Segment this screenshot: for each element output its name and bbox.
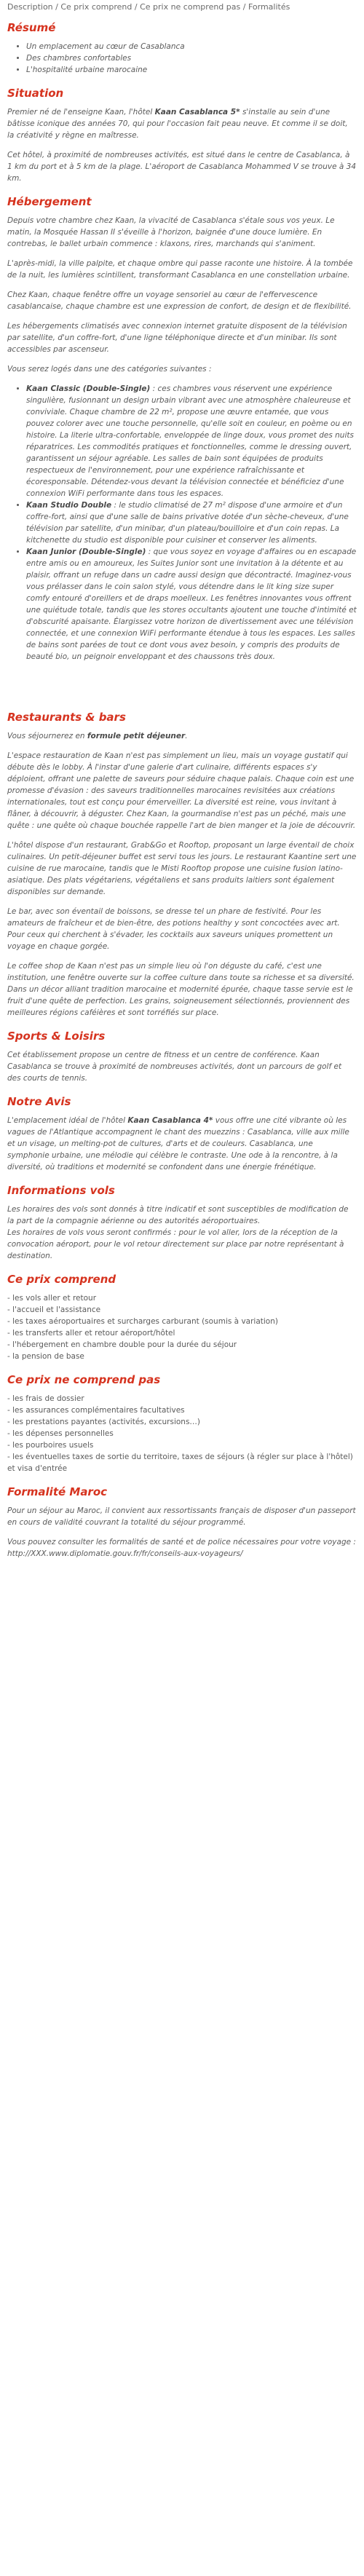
- room-item-studio: • Kaan Studio Double : le studio climatisé de 27 m² dispose d'une armoire et d'un coffre-fort, ainsi que d'une salle de bains privative dotée d'un sèche-cheveux, d'une télévision par satellite, d'un minibar, d'un plateau/bouilloire et d'un coin repas. La kitchenette du studio est disponible pour cuisiner et conserver les aliments.: [26, 499, 357, 546]
- vols-paragraph: Les horaires des vols sont donnés à titre indicatif et sont susceptibles de modification de la part de la compagnie aérienne ou des autorités aéroportuaires. Les horaires de vols vous seront confirmés : pour le vol aller, lors de la réception de la convocation aéroport, pour le vol retour directement sur place par notre représentant à destination.: [7, 1205, 349, 1260]
- list-item: - l'hébergement en chambre double pour la durée du séjour: [7, 1340, 237, 1349]
- room-item-classic: • Kaan Classic (Double-Single) : ces chambres vous réservent une expérience singulière, fusionnant un design urbain vibrant avec une atmosphère chaleureuse et conviviale. Chaque chambre de 22 m², propose une œuvre entamée, que vous pouvez colorer avec une touche personnelle, qu'elle soit en couleur, en poème ou en histoire. La literie ultra-confortable, enveloppée de linge doux, vous promet des nuits réparatrices. Les commodités pratiques et fonctionnelles, comme le dressing ouvert, garantissent un séjour agréable. Les salles de bain sont équipées de produits respectueux de l'environnement, pour une expérience rafraîchissante et écoresponsable. Détendez-vous devant la télévision connectée et bénéficiez d'une connexion WiFi performante dans tous les espaces.: [26, 383, 357, 499]
- tab-ce-prix-ne-comprend-pas[interactable]: Ce prix ne comprend pas: [140, 2, 241, 12]
- situation-paragraph: Premier né de l'enseigne Kaan, l'hôtel Kaan Casablanca 5* s'installe au sein d'une bâtisse iconique des années 70, qui pour l'occasion fait peau neuve. Et comme il se doit, la créativité y règne en maîtresse.: [7, 108, 348, 140]
- ne-comprend-list: [7, 1393, 357, 1474]
- resume-item: • Un emplacement au cœur de Casablanca: [26, 41, 357, 52]
- restaurants-title: Restaurants & bars: [7, 711, 126, 724]
- sports-paragraph: Cet établissement propose un centre de fitness et un centre de conférence. Kaan Casablanca se trouve à proximité de nombreuses activités, dont un parcours de golf et des courts de tennis.: [7, 1051, 342, 1083]
- hebergement-paragraph: Vous serez logés dans une des catégories suivantes :: [7, 365, 212, 374]
- resume-item: • L'hospitalité urbaine marocaine: [26, 64, 357, 76]
- ne-comprend-title: Ce prix ne comprend pas: [7, 1373, 161, 1386]
- hebergement-paragraph: Chez Kaan, chaque fenêtre offre un voyage sensoriel au cœur de l'effervescence casablancaise, chaque chambre est une expression de confort, de design et de flexibilité.: [7, 291, 352, 311]
- list-item: - l'accueil et l'assistance: [7, 1305, 101, 1314]
- list-item: - les prestations payantes (activités, excursions…): [7, 1418, 201, 1426]
- tab-description[interactable]: Description: [7, 2, 53, 12]
- restaurants-paragraph: Le bar, avec son éventail de boissons, se dresse tel un phare de festivité. Pour les amateurs de fraîcheur et de bien-être, des potions healthy y sont concoctées avec art. Pour ceux qui cherchent à s'évader, les cocktails aux saveurs uniques promettent un voyage en chaque gorgée.: [7, 907, 340, 951]
- tab-bar: Description / Ce prix comprend / Ce prix ne comprend pas / Formalités: [7, 2, 290, 12]
- list-item: - les assurances complémentaires facultatives: [7, 1406, 185, 1415]
- formalite-title: Formalité Maroc: [7, 1485, 108, 1498]
- resume-item: • Des chambres confortables: [26, 52, 357, 64]
- room-list: [7, 383, 357, 663]
- list-item: - les dépenses personnelles: [7, 1429, 114, 1438]
- hebergement-paragraph: Depuis votre chambre chez Kaan, la vivacité de Casablanca s'étale sous vos yeux. Le matin, la Mosquée Hassan II s'éveille à l'horizon, baignée d'une douce lumière. En contrebas, le ballet urbain commence : klaxons, rires, marchands qui s'animent.: [7, 216, 335, 248]
- tab-ce-prix-comprend[interactable]: Ce prix comprend: [60, 2, 132, 12]
- resume-title: Résumé: [7, 21, 56, 34]
- hebergement-title: Hébergement: [7, 195, 92, 208]
- list-item: - les frais de dossier: [7, 1394, 84, 1403]
- formalite-paragraph: Vous pouvez consulter les formalités de santé et de police nécessaires pour votre voyage : http://XXX.www.diplomatie.gouv.fr/fr/conseils-aux-voyageurs/: [7, 1538, 356, 1558]
- restaurants-paragraph: L'espace restauration de Kaan n'est pas simplement un lieu, mais un voyage gustatif qui débute dès le lobby. À l'instar d'une galerie d'art culinaire, différents espaces s'y déploient, offrant une palette de saveurs pour séduire chaque palais. Chaque coin est une promesse d'évasion : des saveurs traditionnelles marocaines revisitées aux créations internationales, tout est conçu pour émerveiller. La diversité est reine, vous invitant à flâner, à découvrir, à déguster. Chez Kaan, la gourmandise n'est pas un péché, mais une quête : une quête où chaque bouchée rappelle l'art de bien manger et la joie de découvrir.: [7, 751, 356, 830]
- situation-title: Situation: [7, 87, 64, 100]
- restaurants-paragraph: Le coffee shop de Kaan n'est pas un simple lieu où l'on déguste du café, c'est une institution, une fenêtre ouverte sur la coffee culture dans toute sa richesse et sa diversité. Dans un décor alliant tradition marocaine et modernité épurée, chaque tasse servie est le fruit d'une quête de perfection. Les grains, soigneusement sélectionnés, proviennent des meilleures régions caféières et sont torréfiés sur place.: [7, 962, 355, 1017]
- avis-paragraph: L'emplacement idéal de l'hôtel Kaan Casablanca 4* vous offre une cité vibrante où les vagues de l'Atlantique accompagnent le chant des muezzins : Casablanca, ville aux mille et un visage, un melting-pot de cultures, d'arts et de couleurs. Casablanca, une symphonie urbaine, une mélodie qui célèbre le contraste. Une ode à la rencontre, à la diversité, où traditions et modernité se confondent dans une énergie frénétique.: [7, 1116, 349, 1172]
- situation-paragraph: Cet hôtel, à proximité de nombreuses activités, est situé dans le centre de Casablanca, à 1 km du port et à 5 km de la plage. L'aéroport de Casablanca Mohammed V se trouve à 34 km.: [7, 151, 357, 183]
- list-item: - les vols aller et retour: [7, 1294, 97, 1303]
- restaurants-paragraph: L'hôtel dispose d'un restaurant, Grab&Go et Rooftop, proposant un large éventail de choix culinaires. Un petit-déjeuner buffet est servi tous les jours. Le restaurant Kaantine sert une cuisine de rue marocaine, tandis que le Misti Rooftop propose une cuisine fusion latino-asiatique. Des plats végétariens, végétaliens et sans produits laitiers sont également disponibles sur demande.: [7, 841, 357, 896]
- vols-title: Informations vols: [7, 1184, 115, 1197]
- restaurants-paragraph: Vous séjournerez en formule petit déjeuner.: [7, 732, 188, 740]
- list-item: - les pourboires usuels: [7, 1441, 94, 1450]
- resume-list: [7, 41, 357, 76]
- hebergement-paragraph: Les hébergements climatisés avec connexion internet gratuite disposent de la télévision par satellite, d'un coffre-fort, d'une ligne téléphonique directe et d'un minibar. Ils sont accessibles par ascenseur.: [7, 322, 347, 354]
- tab-formalites[interactable]: Formalités: [248, 2, 290, 12]
- room-item-junior: • Kaan Junior (Double-Single) : que vous soyez en voyage d'affaires ou en escapade entre amis ou en amoureux, les Suites Junior sont une invitation à la détente et au plaisir, offrant un refuge dans un cadre aussi design que décontracté. Imaginez-vous vous prélasser dans le coin salon stylé, vous détendre dans le lit king size super comfy entouré d'oreillers et de draps moelleux. Les fenêtres innovantes vous offrent une quiétude totale, tandis que les stores occultants ajoutent une touche d'intimité et d'obscurité apaisante. Élargissez votre horizon de divertissement avec une télévision connectée, et une connexion WiFi performante étendue à tous les espaces. Les salles de bains sont parées de tout ce dont vous avez besoin, y compris des produits de beauté bio, un peignoir enveloppant et des chaussons très doux.: [26, 546, 357, 663]
- list-item: - les taxes aéroportuaires et surcharges carburant (soumis à variation): [7, 1317, 278, 1326]
- list-item: - la pension de base: [7, 1352, 84, 1361]
- sports-title: Sports & Loisirs: [7, 1030, 106, 1043]
- comprend-list: [7, 1292, 357, 1362]
- formalite-paragraph: Pour un séjour au Maroc, il convient aux ressortissants français de disposer d'un passeport en cours de validité couvrant la totalité du séjour programmé.: [7, 1506, 356, 1527]
- hebergement-paragraph: L'après-midi, la ville palpite, et chaque ombre qui passe raconte une histoire. À la tombée de la nuit, les lumières scintillent, transformant Casablanca en une constellation urbaine.: [7, 259, 353, 280]
- avis-title: Notre Avis: [7, 1095, 71, 1108]
- list-item: - les éventuelles taxes de sortie du territoire, taxes de séjours (à régler sur place à l'hôtel) et visa d'entrée: [7, 1453, 353, 1473]
- list-item: - les transferts aller et retour aéroport/hôtel: [7, 1329, 175, 1338]
- comprend-title: Ce prix comprend: [7, 1273, 116, 1286]
